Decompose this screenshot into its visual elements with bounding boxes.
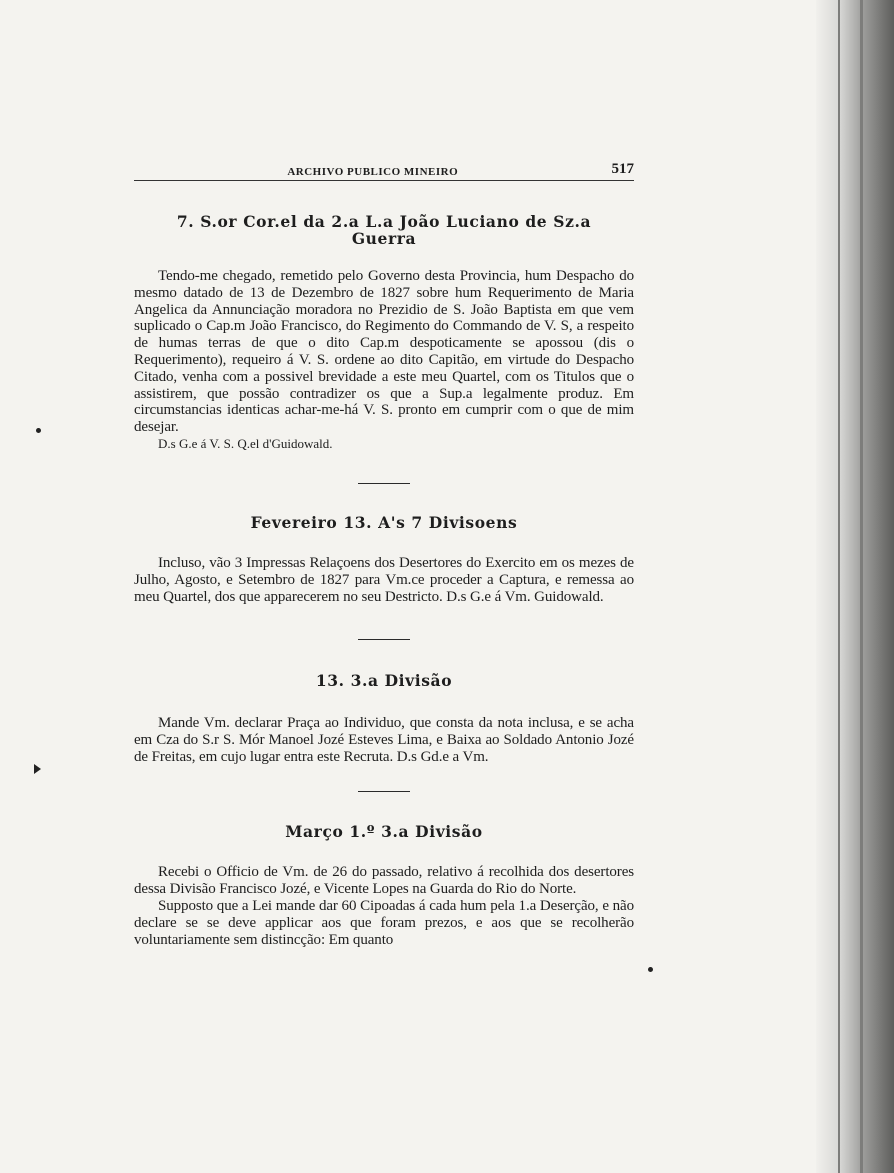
margin-arrow-mark bbox=[34, 764, 41, 774]
section-paragraph: Mande Vm. declarar Praça ao Individuo, que consta da nota inclusa, e se acha em Cza do S.r S. Mór Manoel Jozé Esteves Lima, e Baixa ao Soldado Antonio Jozé de Freitas, em cujo lugar entra este Recruta. D.s Gd.e a Vm. bbox=[134, 715, 634, 765]
section-title: 7. S.or Cor.el da 2.a L.a João Luciano de Sz.a Guerra bbox=[176, 212, 592, 248]
page-edge-shadow bbox=[816, 0, 894, 1173]
margin-dot-mark bbox=[648, 967, 653, 972]
running-header bbox=[134, 160, 634, 181]
section-title: Março 1.º 3.a Divisão bbox=[285, 821, 483, 841]
edge-line bbox=[860, 0, 863, 1173]
page-content bbox=[134, 160, 634, 949]
section-divider bbox=[358, 483, 410, 484]
edge-line bbox=[838, 0, 840, 1173]
section-divider bbox=[358, 639, 410, 640]
section-title: Fevereiro 13. A's 7 Divisoens bbox=[250, 512, 518, 532]
section-paragraph: Recebi o Officio de Vm. de 26 do passado, relativo á recolhida dos desertores dessa Divisão Francisco Jozé, e Vicente Lopes na Guarda do Rio do Norte. bbox=[134, 863, 634, 897]
signature-line: D.s G.e á V. S. Q.el d'Guidowald. bbox=[158, 435, 333, 451]
section-divider bbox=[358, 791, 410, 792]
section-title: 13. 3.a Divisão bbox=[315, 671, 453, 691]
section-paragraph: Tendo-me chegado, remetido pelo Governo desta Provincia, hum Despacho do mesmo datado de 13 de Dezembro de 1827 sobre hum Requerimento de Maria Angelica da Annunciação moradora no Prezidio de S. João Baptista em que vem suplicado o Cap.m João Francisco, do Regimento do Commando de V. S, a respeito de humas terras de que o dito Cap.m despoticamente se apossou (dis o Requerimento), requeiro á V. S. ordene ao dito Capitão, em virtude do Despacho Citado, venha com a possivel brevidade a este meu Quartel, com os Titulos que o assistirem, que possão contradizer os que a Sup.a legalmente produz. Em circumstancias identicas achar-me-há V. S. pronto em cumprir com o que de mim desejar. bbox=[134, 268, 634, 436]
section-paragraph: Incluso, vão 3 Impressas Relaçoens dos Desertores do Exercito em os mezes de Julho, Agosto, e Setembro de 1827 para Vm.ce proceder a Captura, e remessa ao meu Quartel, dos que apparecerem no seu Destricto. D.s G.e á Vm. Guidowald. bbox=[134, 554, 634, 605]
page-number: 517 bbox=[611, 161, 634, 177]
section-paragraph: Supposto que a Lei mande dar 60 Cipoadas á cada hum pela 1.a Deserção, e não declare se se deve applicar aos que foram prezos, e aos que se recolherão voluntariamente sem distincção: Em quanto bbox=[134, 898, 634, 948]
running-header-title: ARCHIVO PUBLICO MINEIRO bbox=[287, 166, 459, 178]
margin-dot-mark bbox=[36, 428, 41, 433]
